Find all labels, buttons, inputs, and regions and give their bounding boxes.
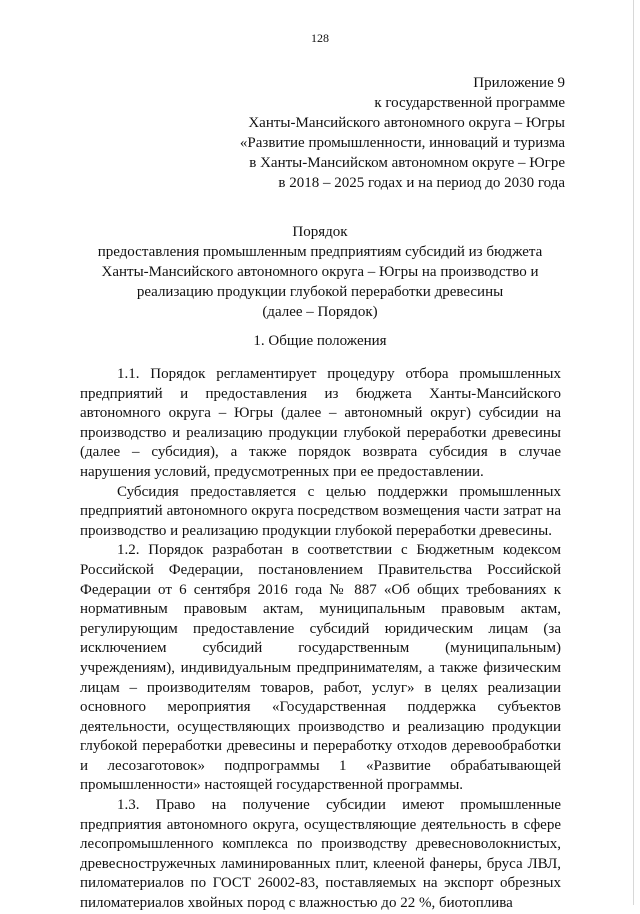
appendix-line: в 2018 – 2025 годах и на период до 2030 года (278, 175, 565, 191)
appendix-line: «Развитие промышленности, инноваций и туризма (239, 135, 565, 151)
document-body (80, 365, 561, 914)
document-title (80, 222, 560, 322)
appendix-line: Ханты-Мансийского автономного округа – Югры (248, 115, 565, 131)
title-line: Ханты-Мансийского автономного округа – Югры на производство и (101, 264, 539, 280)
appendix-line: к государственной программе (374, 95, 565, 111)
title-line: предоставления промышленным предприятиям субсидий из бюджета (97, 244, 543, 260)
appendix-line: Приложение 9 (473, 75, 565, 91)
title-line: (далее – Порядок) (262, 304, 378, 320)
title-line: Порядок (292, 224, 348, 240)
paragraph: 1.2. Порядок разработан в соответствии с Бюджетным кодексом Российской Федерации, постановлением Правительства Российской Федерации от 6 сентября 2016 года № 887 «Об общих требованиях к нормативным правовым актам, муниципальным правовым актам, регулирующим предоставление субсидий юридическим лицам (за исключением субсидий государственным (муниципальным) учреждениям), индивидуальным предпринимателям, а также физическим лицам – производителям товаров, работ, услуг» в целях реализации основного мероприятия «Государственная поддержка субъектов деятельности, осуществляющих производство и реализацию продукции глубокой переработки древесины и переработку отходов деревообработки и лесозаготовок» подпрограммы 1 «Развитие обрабатывающей промышленности» настоящей государственной программы. (80, 542, 561, 794)
paragraph: 1.1. Порядок регламентирует процедуру отбора промышленных предприятий и предоставления из бюджета Ханты-Мансийского автономного округа – Югры (далее – автономный округ) субсидии на производство и реализацию продукции глубокой переработки древесины (далее – субсидия), а также порядок возврата субсидия в случае нарушения условий, предусмотренных при ее предоставлении. (80, 366, 561, 480)
paragraph: Субсидия предоставляется с целью поддержки промышленных предприятий автономного округа посредством возмещения части затрат на производство и реализацию продукции глубокой переработки древесины. (80, 483, 561, 539)
title-line: реализацию продукции глубокой переработки древесины (136, 284, 504, 300)
section-heading: 1. Общие положения (253, 333, 387, 349)
appendix-line: в Ханты-Мансийском автономном округе – Югре (249, 155, 565, 171)
paragraph: 1.3. Право на получение субсидии имеют промышленные предприятия автономного округа, осуществляющие деятельность в сфере лесопромышленного комплекса по производству древесноволокнистых, древесностружечных ламинированных плит, клееной фанеры, бруса ЛВЛ, пиломатериалов по ГОСТ 26002-83, поставляемых на экспорт обрезных пиломатериалов хвойных пород с влажностью до 22 %, биотоплива (80, 797, 561, 912)
page-number: 128 (311, 31, 329, 45)
page-edge (633, 0, 634, 905)
appendix-header (105, 73, 565, 193)
